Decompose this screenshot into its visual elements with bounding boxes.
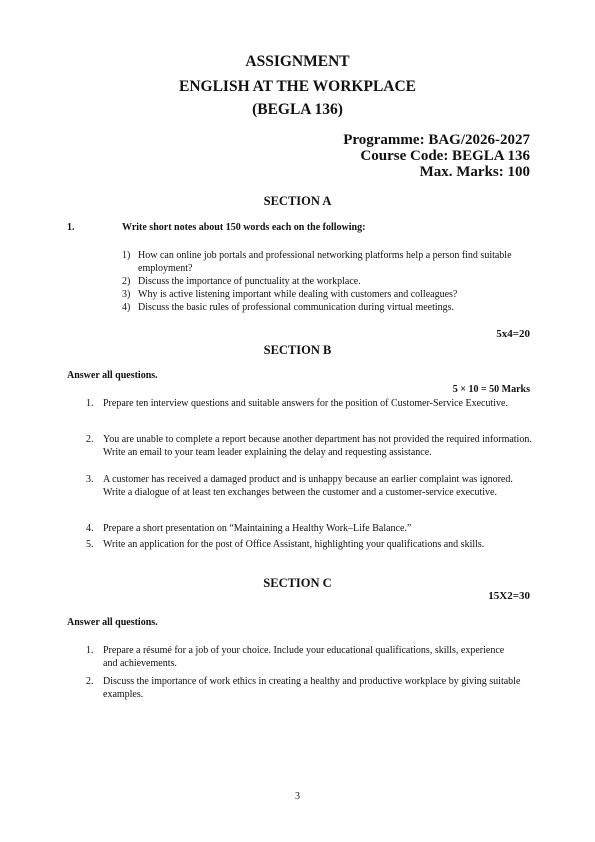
item-text: Write an application for the post of Office Assistant, highlighting your qualifications and skills.	[103, 539, 485, 550]
section-b-heading: SECTION B	[263, 343, 332, 357]
item-number: 4)	[122, 302, 131, 313]
item-text: How can online job portals and professional networking platforms help a person find suitable employment?	[138, 250, 512, 274]
section-a-marks: 5x4=20	[496, 328, 530, 340]
max-marks-line: Max. Marks: 100	[419, 164, 530, 180]
section-c-heading: SECTION C	[263, 576, 332, 590]
item-text: Discuss the importance of work ethics in creating a healthy and productive workplace by giving suitable examples.	[103, 676, 521, 700]
document-subtitle: ENGLISH AT THE WORKPLACE	[178, 78, 417, 95]
section-c-instruction: Answer all questions.	[67, 617, 158, 628]
item-number: 2)	[122, 276, 131, 287]
item-text: Prepare ten interview questions and suitable answers for the position of Customer-Service Executive.	[103, 398, 508, 409]
item-text: Why is active listening important while dealing with customers and colleagues?	[138, 289, 458, 300]
section-a-instruction: Write short notes about 150 words each on the following:	[122, 222, 366, 233]
item-number: 4.	[86, 523, 94, 534]
item-text: A customer has received a damaged product and is unhappy because an earlier complaint was ignored. Write a dialogue of at least ten exchanges between the customer and a customer-service executive.	[103, 474, 513, 498]
document-title: ASSIGNMENT	[245, 53, 350, 70]
section-b-instruction: Answer all questions.	[67, 370, 158, 381]
item-number: 2.	[86, 676, 94, 687]
item-number: 3.	[86, 474, 94, 485]
item-number: 1.	[86, 398, 94, 409]
item-number: 5.	[86, 539, 94, 550]
item-number: 2.	[86, 434, 94, 445]
item-text: You are unable to complete a report because another department has not provided the required information. Write an email to your team leader explaining the delay and requesting assistance.	[103, 434, 532, 458]
course-code-heading: (BEGLA 136)	[252, 101, 343, 118]
item-number: 1.	[86, 645, 94, 656]
item-number: 1)	[122, 250, 131, 261]
programme-line: Programme: BAG/2026-2027	[343, 132, 530, 148]
course-code-line: Course Code: BEGLA 136	[360, 148, 530, 164]
item-text: Prepare a résumé for a job of your choice. Include your educational qualifications, skills, experience and achievements.	[103, 645, 505, 669]
page-number: 3	[295, 791, 300, 802]
section-c-marks: 15X2=30	[488, 590, 530, 602]
item-text: Discuss the importance of punctuality at the workplace.	[138, 276, 361, 287]
section-b-marks: 5 × 10 = 50 Marks	[452, 384, 530, 395]
section-a-heading: SECTION A	[263, 194, 332, 208]
item-text: Prepare a short presentation on “Maintaining a Healthy Work–Life Balance.”	[103, 523, 412, 534]
question-number: 1.	[67, 222, 75, 233]
item-number: 3)	[122, 289, 131, 300]
item-text: Discuss the basic rules of professional communication during virtual meetings.	[138, 302, 455, 313]
